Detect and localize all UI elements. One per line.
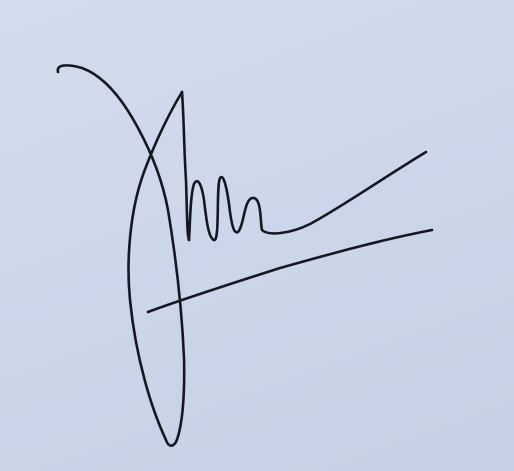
signature-wave-stroke	[189, 152, 426, 240]
signature-loop-stroke	[58, 65, 184, 445]
signature-underline-stroke	[148, 230, 432, 312]
signature-vertical-stroke	[182, 92, 189, 240]
